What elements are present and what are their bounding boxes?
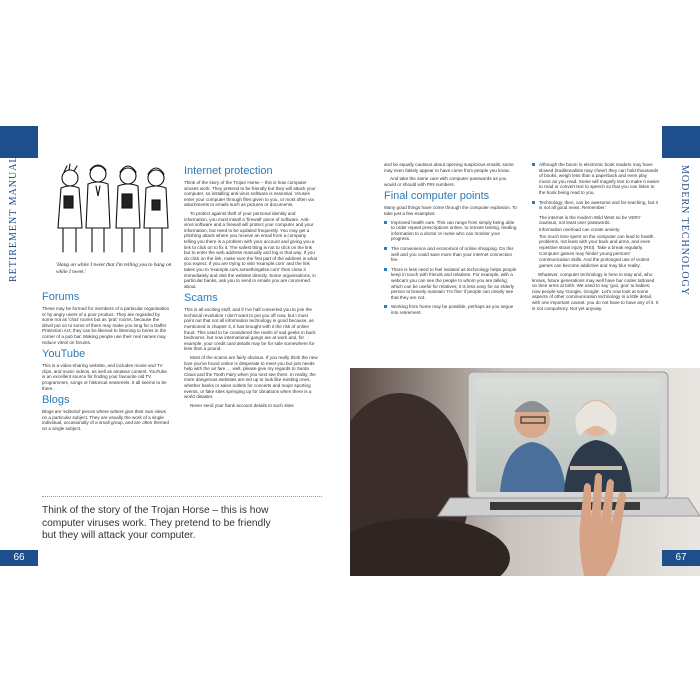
internet-protection-heading: Internet protection	[184, 165, 273, 177]
dash-item: Too much time spent on the computer can lead to health problems, not least with your back and arms, and even repetitive strain injury (RSI). Take a break regularly.	[539, 233, 654, 250]
left-side-label: RETIREMENT MANUAL	[8, 155, 19, 282]
cartoon-illustration	[52, 160, 174, 256]
scams-paragraph: Never send your bank account details to such sites	[190, 402, 294, 408]
video-call-photo	[350, 368, 700, 576]
left-page-number: 66	[0, 550, 38, 566]
bullet-item: Improved health care. This can range from simply being able to order repeat prescriptions online, to remote testing, feeding information to a doctor or nurse who can monitor your progress.	[384, 220, 518, 242]
cartoon-caption: 'Hang on while I tweet that I'm telling you to hang on while I tweet.'	[56, 262, 172, 275]
scams-paragraph: This is all exciting stuff, and if I've half converted you to join the technical revolution I don't want to put you off now, but I must point out that not all information technology is good because, as mentioned in chapter 3, it has brought with it the risk of online fraud. This used to be considered the realm of sad geeks in back bedrooms, but now international gangs are at work and, for example, your credit card details may be for sale somewhere for less than a pound.	[184, 307, 316, 352]
left-side-tab	[0, 126, 38, 158]
right-column-2	[532, 162, 660, 314]
closing-paragraph: Whatever, computer technology is here to stay and, who knows, future generations may well have bar codes tattooed on their arms at birth. We used to say 'goo, goo' to babies; now people say 'Google, Google'. Let's now look at some aspects of other communication technology in a little detail, with one important caveat: you do not have to have any of it. It is not compulsory. Not yet anyway.	[532, 272, 659, 311]
final-points-lead: Many good things have come through the computer explosion. To take just a few examples:	[384, 205, 517, 216]
blogs-heading: Blogs	[42, 394, 70, 407]
scams-paragraph: Most of the scams are fairly obvious. If you really think the new love you've found online is desperate to meet you but just needs help with the air fare … well, please give my regards to Santa Claus and the Tooth Fairy when you next see them. In reality, the more dangerous websites are set up to look like existing ones, whether banks or sales outlets for concerts and major sporting events, or fake sites springing up for donations when there is a world disaster.	[184, 355, 318, 400]
bullet-item: Although the boom in electronic book readers may have slowed (traditionalists may cheer) they can hold thousands of books, weigh less than a paperback and even play music as you read. Some will magnify text to make it easier to read or convert text to speech so that you can listen to the book being read to you.	[532, 162, 660, 196]
blogs-body: Blogs are 'editorial' pieces where writers give their own views on a particular subject. They are usually the work of a single individual, occasionally of a small group, and are often themed on a single subject.	[42, 409, 169, 431]
internet-protection-paragraph: Think of the story of the Trojan Horse – this is how computer viruses work. They pretend to be friendly but they will attack your computer, so installing anti-virus software is essential. Viruses enter your computer through files given to you, or most often via attachments to emails such as pictures or documents.	[184, 180, 316, 208]
bullet-item: Working from home may be possible, perhaps as you segue into retirement.	[384, 304, 518, 315]
forums-body: These may be formed for members of a particular organisation or by angry users of a poor product. They are regarded by some not as 'chat' rooms but as 'prat' rooms, because the drivel put on to some of them may make you long for a Daffer Protection Act; they can be likened to listening to bores in the corner of a pub bar. Making people use their real names may reduce vitriol on forums.	[42, 306, 170, 345]
final-points-heading: Final computer points	[384, 190, 490, 203]
pull-quote-rule	[42, 496, 322, 497]
forums-heading: Forums	[42, 291, 80, 303]
bullet-item: The convenience and economics of online shopping. Do this well and you could save more than your internet connection fee.	[384, 246, 518, 263]
right-side-tab	[662, 126, 700, 158]
bullet-item: There is less need to feel isolated as technology helps people keep in touch with friends and relatives. For example, with a webcam you can see the people to whom you are talking, which can be useful for relatives; it is less easy for an elderly person to bravely maintain 'I'm fine' if people can clearly see that they are not.	[384, 267, 518, 301]
dash-item: Computer games may hinder young persons' communication skills. And the prolonged use of violent games can become addictive and may blur reality.	[539, 251, 650, 268]
left-column-2	[184, 162, 318, 411]
right-page-number: 67	[662, 550, 700, 566]
scams-heading: Scams	[184, 292, 218, 305]
bullet-item: Technology, then, can be awesome and far-reaching, but it is not all good news. Remember:	[532, 200, 660, 211]
youtube-body: This is a video-sharing website, and includes movie and TV clips, and music videos, as well as amateur content. YouTube is an excellent source for finding your favourite old TV programmes, songs or historical newsreels. It all seems to be there.	[42, 363, 167, 391]
pull-quote: Think of the story of the Trojan Horse – this is how computer viruses work. They pretend to be friendly but they will attack your computer.	[42, 505, 271, 541]
right-column-1	[384, 162, 518, 319]
internet-protection-paragraph: To protect against theft of your personal identity and information, you must install a 'firewall' piece of software. Anti-virus software and a firewall will protect your computer and your information, but need to be updated frequently. You may get a phishing attack where you receive an email from a company telling you there is a problem with your account and giving you a link to click on to fix it. The safest thing is not to click on the link but to enter the web address manually and log in that way. If you do click on the link, make sure the first part of the address is what you expect. If you are trying to visit 'example.com' and the link takes you to 'example.com.somethingelse.com' then close it immediately and visit the website directly. Some organisations, in particular banks, ask you to send in emails you are concerned about.	[184, 210, 318, 289]
dash-item: Information overload can create anxiety.	[539, 226, 621, 232]
intro-paragraph: And take the same care with computer passwords as you would or should with PIN numbers.	[384, 176, 507, 187]
youtube-heading: YouTube	[42, 348, 86, 361]
intro-paragraph: and be equally cautious about opening suspicious emails; some may even falsely appear to have come from people you know.	[384, 162, 514, 173]
left-column-1	[42, 288, 170, 435]
right-side-label: MODERN TECHNOLOGY	[679, 165, 690, 296]
dash-item: The internet is the modern Wild West so be VERY cautious, not least over passwords.	[539, 214, 641, 226]
